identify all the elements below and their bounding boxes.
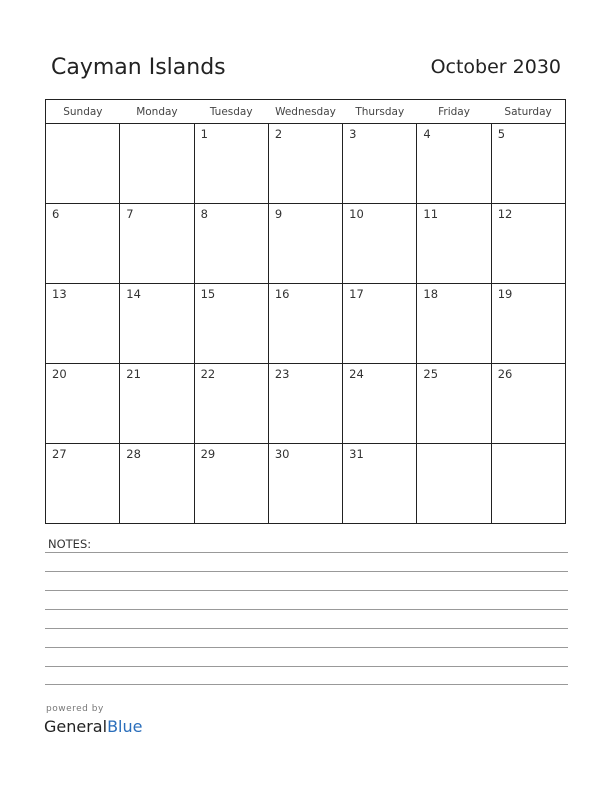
- calendar-grid: [45, 99, 566, 524]
- day-cell: 16: [268, 284, 342, 364]
- day-cell: 23: [268, 364, 342, 444]
- day-cell: 24: [343, 364, 417, 444]
- weekday-friday: Friday: [417, 100, 491, 124]
- day-cell: 28: [120, 444, 194, 524]
- day-cell: 15: [194, 284, 268, 364]
- day-cell: 29: [194, 444, 268, 524]
- weekday-tuesday: Tuesday: [194, 100, 268, 124]
- day-cell: 3: [343, 124, 417, 204]
- day-cell: 17: [343, 284, 417, 364]
- day-cell: 20: [46, 364, 120, 444]
- day-cell: 1: [194, 124, 268, 204]
- powered-by-text: powered by: [46, 704, 104, 714]
- weekday-saturday: Saturday: [491, 100, 565, 124]
- day-cell: 8: [194, 204, 268, 284]
- calendar-week-row: [46, 364, 566, 444]
- day-cell: 6: [46, 204, 120, 284]
- day-cell: 14: [120, 284, 194, 364]
- day-cell: 2: [268, 124, 342, 204]
- day-cell: 26: [491, 364, 565, 444]
- day-cell: [46, 124, 120, 204]
- calendar-week-row: [46, 444, 566, 524]
- calendar-week-row: [46, 284, 566, 364]
- day-cell: 11: [417, 204, 491, 284]
- weekday-monday: Monday: [120, 100, 194, 124]
- calendar-week-row: [46, 124, 566, 204]
- note-line: [45, 647, 568, 648]
- day-cell: 18: [417, 284, 491, 364]
- day-cell: 13: [46, 284, 120, 364]
- day-cell: 30: [268, 444, 342, 524]
- notes-label: NOTES:: [48, 537, 92, 551]
- weekday-wednesday: Wednesday: [268, 100, 342, 124]
- note-line: [45, 666, 568, 667]
- day-cell: 25: [417, 364, 491, 444]
- brand-blue: Blue: [107, 717, 143, 736]
- calendar-week-row: [46, 204, 566, 284]
- day-cell: 31: [343, 444, 417, 524]
- note-line: [45, 628, 568, 629]
- day-cell: 7: [120, 204, 194, 284]
- calendar-country-title: Cayman Islands: [51, 55, 226, 80]
- day-cell: 9: [268, 204, 342, 284]
- weekday-header-row: [46, 100, 566, 124]
- weekday-thursday: Thursday: [343, 100, 417, 124]
- day-cell: [120, 124, 194, 204]
- brand-general: General: [44, 717, 108, 736]
- note-line: [45, 609, 568, 610]
- day-cell: 22: [194, 364, 268, 444]
- calendar-month-title: October 2030: [430, 56, 561, 78]
- day-cell: 10: [343, 204, 417, 284]
- note-line: [45, 684, 568, 685]
- day-cell: 27: [46, 444, 120, 524]
- day-cell: [491, 444, 565, 524]
- day-cell: 21: [120, 364, 194, 444]
- generalblue-logo[interactable]: [44, 717, 142, 736]
- day-cell: [417, 444, 491, 524]
- note-line: [45, 590, 568, 591]
- day-cell: 5: [491, 124, 565, 204]
- day-cell: 19: [491, 284, 565, 364]
- day-cell: 4: [417, 124, 491, 204]
- note-line: [45, 552, 568, 553]
- day-cell: 12: [491, 204, 565, 284]
- weekday-sunday: Sunday: [46, 100, 120, 124]
- note-line: [45, 571, 568, 572]
